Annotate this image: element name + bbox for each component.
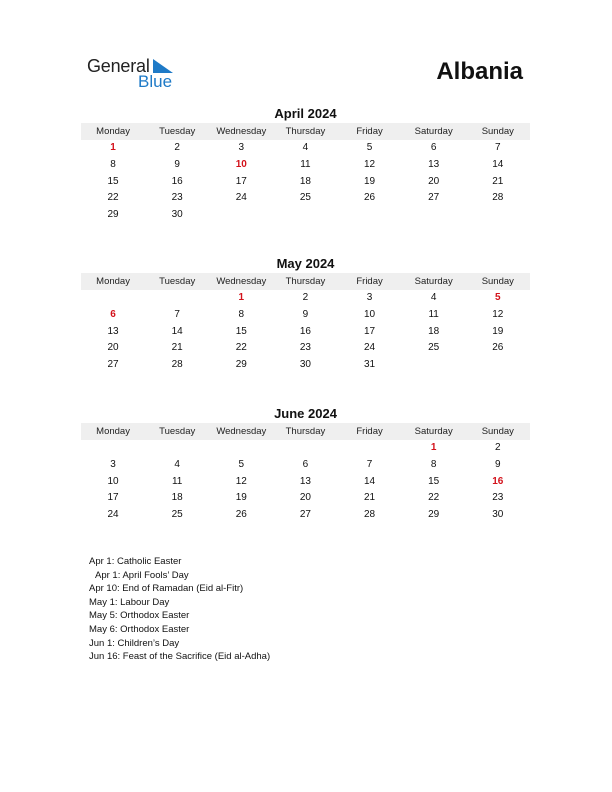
holiday-day-cell: 10 [235,158,247,170]
day-cell: 27 [107,359,119,371]
weekday-label: Wednesday [216,276,267,287]
day-cell: 8 [238,308,245,320]
day-cell: 27 [299,509,311,521]
month-calendar [81,106,530,224]
day-cell: 2 [495,442,501,453]
month-title: May 2024 [276,256,335,271]
month-calendar [81,406,530,524]
weekday-label: Friday [356,126,383,137]
day-cell: 10 [107,475,119,487]
weekday-label: Thursday [285,426,326,437]
day-cell: 24 [364,342,376,354]
day-cell: 21 [364,492,376,504]
day-cell: 6 [302,458,309,470]
day-cell: 17 [235,175,247,187]
week-row [81,207,530,224]
day-cell: 28 [492,192,504,204]
day-cell: 3 [366,292,373,303]
month-title: June 2024 [274,406,337,421]
weekday-label: Sunday [481,126,514,137]
weekday-header-row [81,273,530,290]
day-cell: 13 [299,475,311,487]
day-cell: 26 [364,192,376,204]
day-cell: 5 [366,142,373,153]
day-cell: 22 [107,192,119,204]
day-cell: 12 [364,158,376,170]
country-title: Albania [436,58,523,85]
day-cell: 5 [238,458,245,470]
holiday-entry: May 5: Orthodox Easter [89,610,190,622]
day-cell: 15 [428,475,440,487]
day-cell: 17 [364,325,376,337]
weekday-header-row [81,423,530,440]
weekday-label: Monday [96,276,130,287]
week-row [81,307,530,324]
day-cell: 29 [107,209,119,221]
day-cell: 18 [299,175,311,187]
weekday-label: Saturday [414,426,453,437]
day-cell [466,357,530,374]
day-cell: 7 [174,308,180,320]
day-cell: 25 [428,342,440,354]
holiday-day-cell: 16 [492,475,504,487]
week-row [81,507,530,524]
day-cell: 31 [364,359,376,371]
day-cell: 20 [299,492,311,504]
holiday-entry: Apr 10: End of Ramadan (Eid al-Fitr) [89,583,244,595]
day-cell: 7 [366,458,373,470]
day-cell [273,207,337,224]
weekday-label: Friday [356,276,383,287]
day-cell: 14 [492,158,504,170]
weekday-label: Tuesday [159,426,196,437]
day-cell: 2 [174,142,180,153]
day-cell: 11 [300,158,311,170]
holiday-day-cell: 5 [495,292,501,303]
day-cell: 9 [495,458,501,470]
week-row [81,490,530,507]
day-cell [466,207,530,224]
day-cell: 25 [171,509,183,521]
day-cell: 19 [364,175,376,187]
month-calendar [81,256,530,374]
day-cell: 20 [107,342,119,354]
week-row [81,157,530,174]
weekday-label: Monday [96,126,130,137]
holiday-day-cell: 6 [110,308,116,320]
week-row [81,457,530,474]
day-cell: 21 [171,342,183,354]
day-cell: 15 [235,325,247,337]
week-row [81,324,530,341]
day-cell: 8 [430,458,437,470]
week-row [81,140,530,157]
day-cell: 15 [107,175,119,187]
day-cell [402,357,466,374]
day-cell: 18 [428,325,440,337]
day-cell: 19 [492,325,504,337]
day-cell: 20 [428,175,440,187]
day-cell: 2 [302,292,309,303]
logo-flag-icon [153,59,173,73]
day-cell: 18 [171,492,183,504]
day-cell: 10 [364,308,376,320]
day-cell: 29 [428,509,440,521]
day-cell: 27 [428,192,440,204]
weekday-label: Tuesday [159,276,196,287]
day-cell: 24 [107,509,119,521]
day-cell: 9 [174,158,180,170]
day-cell: 26 [235,509,247,521]
weekday-label: Saturday [414,276,453,287]
weekday-label: Wednesday [216,426,267,437]
day-cell: 11 [428,308,439,320]
day-cell [338,207,402,224]
logo-text-general: General [87,56,150,76]
day-cell: 16 [299,325,311,337]
weekday-label: Sunday [481,276,514,287]
holiday-day-cell: 1 [430,442,437,453]
month-title: April 2024 [274,106,337,121]
day-cell: 21 [492,175,504,187]
day-cell: 6 [430,142,437,153]
day-cell: 14 [171,325,183,337]
day-cell: 23 [171,192,183,204]
week-row [81,174,530,191]
day-cell: 14 [364,475,376,487]
weekday-header-row [81,123,530,140]
day-cell: 7 [495,142,501,153]
week-row [81,290,530,307]
day-cell: 28 [364,509,376,521]
holiday-entry: Jun 16: Feast of the Sacrifice (Eid al-Adha) [89,651,271,663]
holiday-entry: May 6: Orthodox Easter [89,623,190,635]
day-cell: 22 [235,342,247,354]
day-cell [81,290,145,307]
weekday-label: Thursday [285,276,326,287]
day-cell: 4 [430,292,437,303]
day-cell: 9 [302,308,309,320]
holiday-day-cell: 1 [238,292,245,303]
weekday-label: Wednesday [216,126,267,137]
day-cell: 30 [171,209,183,221]
day-cell [273,440,337,457]
day-cell: 3 [110,458,116,470]
week-row [81,190,530,207]
day-cell: 13 [428,158,440,170]
day-cell: 22 [428,492,440,504]
day-cell [145,290,209,307]
day-cell: 12 [492,308,504,320]
day-cell: 3 [238,142,245,153]
day-cell: 16 [171,175,183,187]
day-cell: 23 [299,342,311,354]
day-cell [338,440,402,457]
generalblue-logo [87,56,187,92]
day-cell: 24 [235,192,247,204]
holiday-entry: May 1: Labour Day [89,596,170,608]
day-cell [81,440,145,457]
logo-text-blue: Blue [138,72,173,91]
day-cell: 17 [107,492,119,504]
day-cell: 12 [235,475,247,487]
day-cell [402,207,466,224]
week-row [81,357,530,374]
holiday-list [89,555,270,664]
holiday-day-cell: 1 [110,142,116,153]
day-cell: 30 [299,359,311,371]
weekday-label: Monday [96,426,130,437]
holiday-entry: Jun 1: Children’s Day [89,637,180,649]
weekday-label: Saturday [414,126,453,137]
week-row [81,340,530,357]
day-cell: 29 [235,359,247,371]
week-row [81,440,530,457]
weekday-label: Sunday [481,426,514,437]
day-cell: 23 [492,492,504,504]
weekday-label: Tuesday [159,126,196,137]
day-cell: 19 [235,492,247,504]
day-cell [209,207,273,224]
weekday-label: Friday [356,426,383,437]
day-cell [209,440,273,457]
weekday-label: Thursday [285,126,326,137]
day-cell: 8 [110,158,116,170]
week-row [81,474,530,491]
day-cell: 4 [174,458,180,470]
day-cell: 28 [171,359,183,371]
day-cell: 4 [302,142,309,153]
day-cell: 26 [492,342,504,354]
holiday-entry: Apr 1: April Fools’ Day [95,569,189,581]
day-cell: 30 [492,509,504,521]
holiday-entry: Apr 1: Catholic Easter [89,556,182,567]
day-cell: 25 [299,192,311,204]
day-cell [145,440,209,457]
day-cell: 11 [171,475,183,487]
day-cell: 13 [107,325,119,337]
